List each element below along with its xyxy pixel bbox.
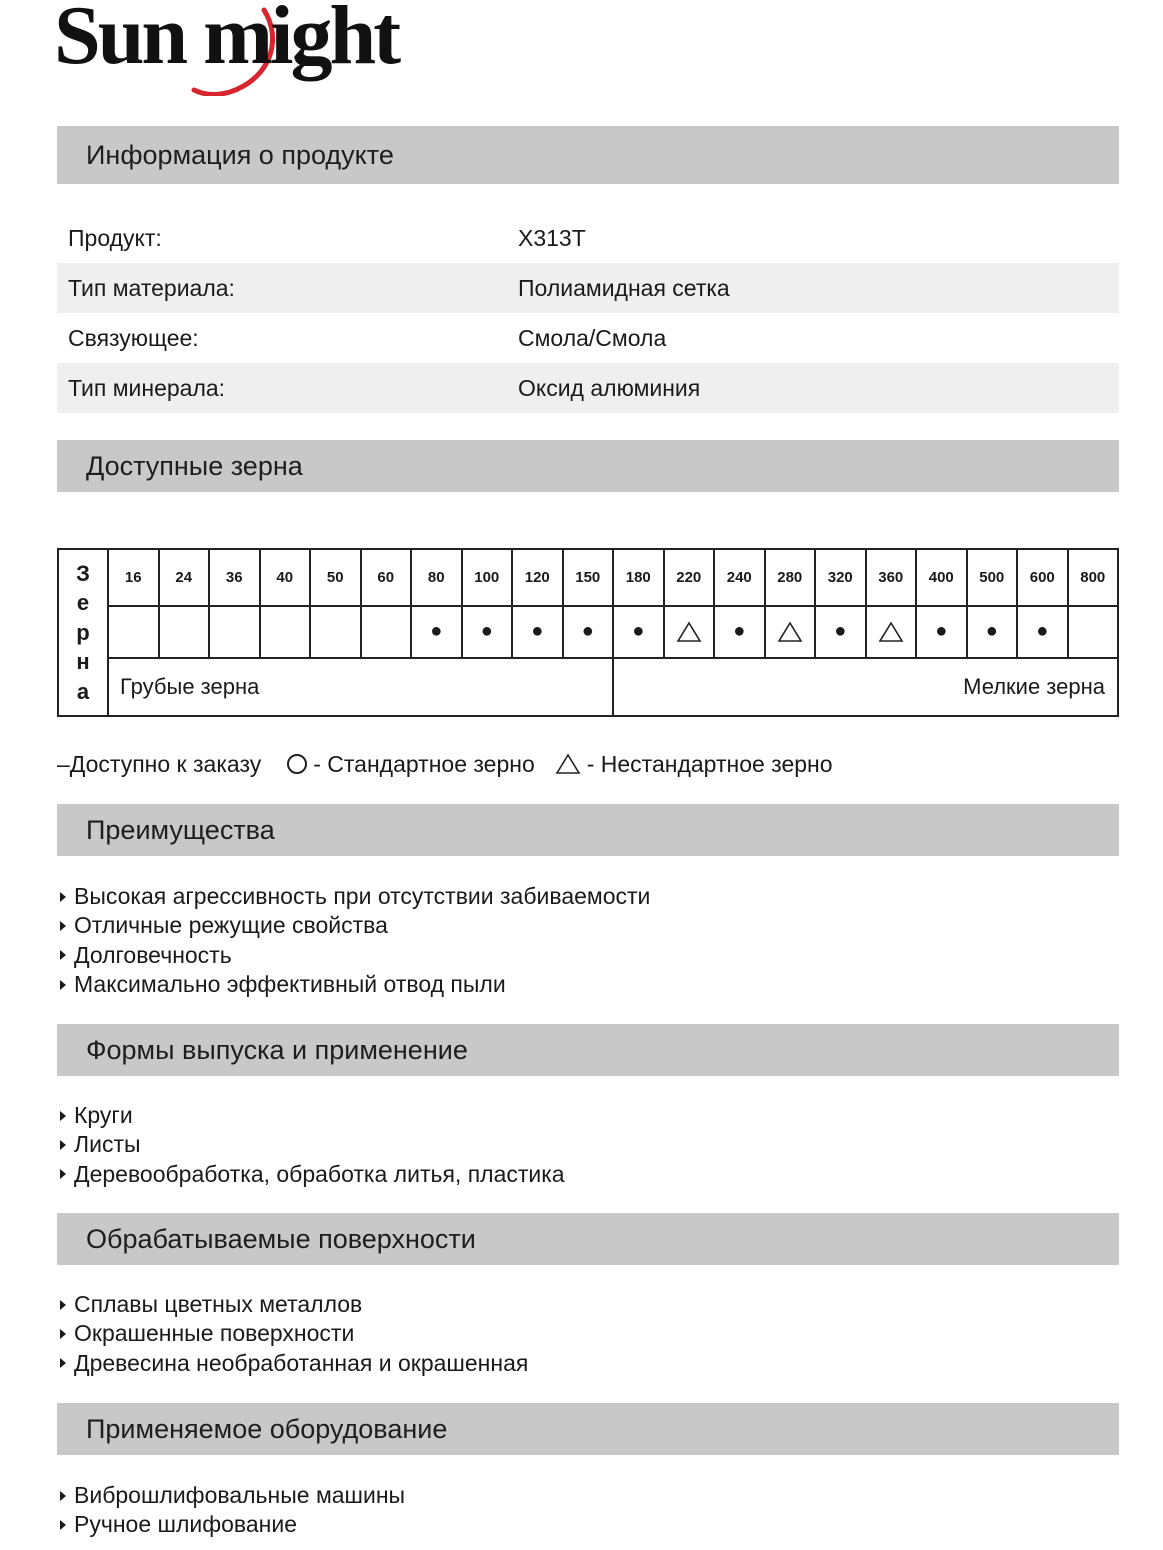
grit-side-letter: а [76, 678, 90, 704]
grit-empty-cell [159, 606, 210, 659]
grit-number-cell: 50 [310, 549, 361, 606]
grit-number-cell: 16 [108, 549, 159, 606]
grit-side-letter: е [76, 590, 90, 616]
list-item: Максимально эффективный отвод пыли [60, 970, 650, 999]
grit-available-cell: ● [967, 606, 1018, 659]
grit-number-cell: 120 [512, 549, 563, 606]
bullet-arrow-icon [60, 1520, 66, 1530]
legend-nonstandard: - Нестандартное зерно [586, 750, 833, 777]
section-advantages-header: Преимущества [57, 804, 1119, 856]
bullet-arrow-icon [60, 1169, 66, 1179]
bullet-arrow-icon [60, 980, 66, 990]
list-item: Окрашенные поверхности [60, 1319, 528, 1348]
grit-number-cell: 400 [916, 549, 967, 606]
bullet-arrow-icon [60, 950, 66, 960]
grit-number-cell: 60 [361, 549, 412, 606]
forms-list [60, 1101, 565, 1189]
grit-empty-cell [209, 606, 260, 659]
grit-legend [57, 748, 833, 780]
list-item: Древесина необработанная и окрашенная [60, 1349, 528, 1378]
grit-empty-cell [310, 606, 361, 659]
grit-empty-cell [1068, 606, 1119, 659]
grit-number-cell: 320 [815, 549, 866, 606]
grit-side-letter: З [76, 560, 90, 586]
grit-number-cell: 240 [714, 549, 765, 606]
info-value: X313T [518, 224, 586, 251]
grit-side-label [58, 549, 108, 716]
grit-available-cell: ● [714, 606, 765, 659]
grit-number-cell: 800 [1068, 549, 1119, 606]
legend-standard: - Стандартное зерно [313, 750, 535, 777]
info-value: Полиамидная сетка [518, 274, 730, 301]
grit-empty-cell [361, 606, 412, 659]
info-key: Тип материала: [68, 274, 235, 301]
section-equipment-header: Применяемое оборудование [57, 1403, 1119, 1455]
grit-number-cell: 36 [209, 549, 260, 606]
grit-number-cell: 220 [664, 549, 715, 606]
brand-logo [54, 0, 474, 98]
nonstandard-triangle-icon [555, 753, 581, 775]
grit-number-cell: 24 [159, 549, 210, 606]
legend-available: Доступно к заказу [69, 750, 262, 777]
advantages-list [60, 882, 650, 1000]
grit-number-cell: 100 [462, 549, 513, 606]
grit-available-cell: ● [563, 606, 614, 659]
grit-number-cell: 500 [967, 549, 1018, 606]
nonstandard-triangle-icon [676, 621, 702, 643]
grit-side-letter: р [76, 619, 90, 645]
info-row-product [57, 213, 1119, 263]
info-value: Смола/Смола [518, 324, 667, 351]
logo-text-right: might [203, 0, 399, 82]
fine-grits-label: Мелкие зерна [613, 658, 1118, 716]
coarse-grits-label: Грубые зерна [108, 658, 613, 716]
list-item: Деревообработка, обработка литья, пластика [60, 1160, 565, 1189]
standard-circle-icon [287, 754, 307, 774]
logo-text-left: Sun [54, 0, 186, 82]
grit-empty-cell [108, 606, 159, 659]
list-item: Долговечность [60, 941, 650, 970]
section-surfaces-header: Обрабатываемые поверхности [57, 1213, 1119, 1265]
bullet-arrow-icon [60, 1300, 66, 1310]
list-item: Листы [60, 1130, 565, 1159]
grit-available-cell: ● [613, 606, 664, 659]
info-row-binder [57, 313, 1119, 363]
bullet-arrow-icon [60, 892, 66, 902]
grit-number-cell: 360 [866, 549, 917, 606]
list-item: Высокая агрессивность при отсутствии забиваемости [60, 882, 650, 911]
bullet-arrow-icon [60, 1111, 66, 1121]
grit-available-cell: ● [815, 606, 866, 659]
grit-number-cell: 600 [1017, 549, 1068, 606]
grit-number-cell: 180 [613, 549, 664, 606]
surfaces-list [60, 1290, 528, 1378]
list-item: Сплавы цветных металлов [60, 1290, 528, 1319]
list-item: Ручное шлифование [60, 1510, 405, 1539]
grit-number-cell: 280 [765, 549, 816, 606]
grit-empty-cell [260, 606, 311, 659]
info-row-mineral [57, 363, 1119, 413]
bullet-arrow-icon [60, 1358, 66, 1368]
grit-number-cell: 40 [260, 549, 311, 606]
grit-available-cell: ● [512, 606, 563, 659]
info-key: Тип минерала: [68, 374, 226, 401]
list-item: Виброшлифовальные машины [60, 1481, 405, 1510]
bullet-arrow-icon [60, 921, 66, 931]
available-dash-icon: – [57, 750, 70, 777]
nonstandard-triangle-icon [878, 621, 904, 643]
list-item: Отличные режущие свойства [60, 911, 650, 940]
grit-table [57, 548, 1119, 717]
grit-number-cell: 80 [411, 549, 462, 606]
section-product-info-header: Информация о продукте [57, 126, 1119, 184]
grit-available-cell: ● [916, 606, 967, 659]
grit-available-cell: ● [1017, 606, 1068, 659]
bullet-arrow-icon [60, 1329, 66, 1339]
grit-nonstandard-cell [765, 606, 816, 659]
section-forms-header: Формы выпуска и применение [57, 1024, 1119, 1076]
info-value: Оксид алюминия [518, 374, 701, 401]
grit-nonstandard-cell [664, 606, 715, 659]
section-grits-header: Доступные зерна [57, 440, 1119, 492]
info-key: Связующее: [68, 324, 199, 351]
info-row-material [57, 263, 1119, 313]
equipment-list [60, 1481, 405, 1540]
bullet-arrow-icon [60, 1491, 66, 1501]
grit-available-cell: ● [411, 606, 462, 659]
bullet-arrow-icon [60, 1140, 66, 1150]
grit-nonstandard-cell [866, 606, 917, 659]
grit-number-cell: 150 [563, 549, 614, 606]
nonstandard-triangle-icon [777, 621, 803, 643]
list-item: Круги [60, 1101, 565, 1130]
grit-side-letter: н [76, 649, 90, 675]
info-key: Продукт: [68, 224, 162, 251]
grit-available-cell: ● [462, 606, 513, 659]
